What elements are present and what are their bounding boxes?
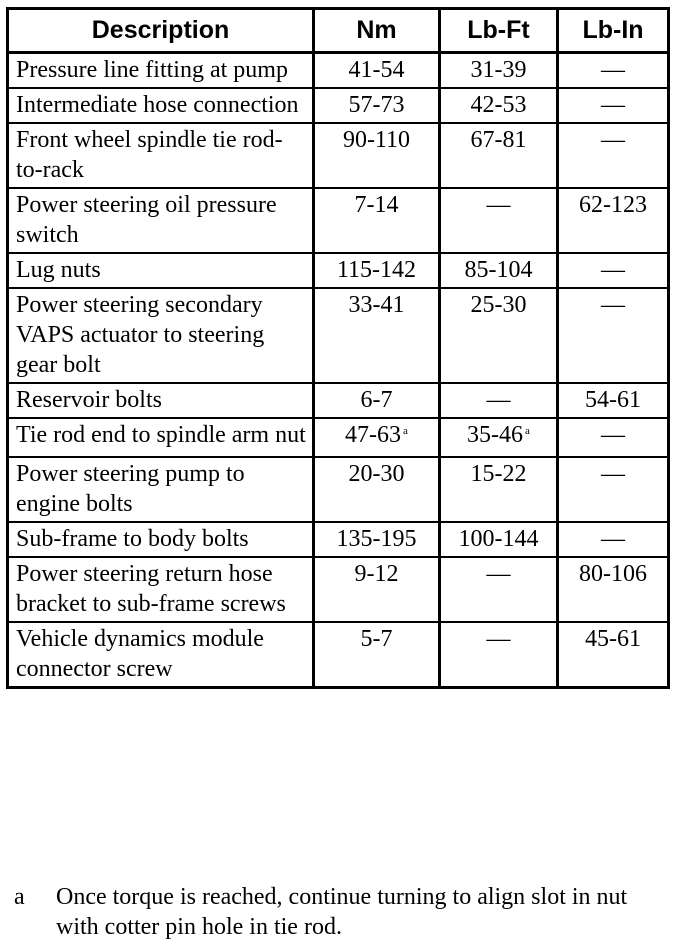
row-description: Tie rod end to spindle arm nut <box>8 418 314 457</box>
table-row <box>8 123 669 188</box>
row-lbin: — <box>558 253 669 288</box>
table-row <box>8 188 669 253</box>
row-lbin: — <box>558 123 669 188</box>
table-header-row <box>8 9 669 53</box>
row-lbft: 100-144 <box>440 522 558 557</box>
row-lbft: — <box>440 383 558 418</box>
row-description: Front wheel spindle tie rod-to-rack <box>8 123 314 188</box>
row-nm: 47-63 <box>345 422 402 448</box>
row-lbin: — <box>558 457 669 522</box>
row-lbft: 31-39 <box>440 53 558 89</box>
row-lbft: 67-81 <box>440 123 558 188</box>
row-nm: 57-73 <box>314 88 440 123</box>
row-lbft: — <box>440 622 558 688</box>
table-row <box>8 457 669 522</box>
row-lbin: — <box>558 288 669 383</box>
row-description: Intermediate hose connection <box>8 88 314 123</box>
table-row <box>8 288 669 383</box>
row-nm: 20-30 <box>314 457 440 522</box>
table-row <box>8 557 669 622</box>
row-nm: 5-7 <box>314 622 440 688</box>
table-row <box>8 383 669 418</box>
footnote <box>14 882 654 942</box>
row-nm: 90-110 <box>314 123 440 188</box>
row-nm: 6-7 <box>314 383 440 418</box>
row-nm-cell <box>314 418 440 457</box>
torque-spec-table <box>6 7 670 689</box>
footnote-ref: a <box>403 425 408 437</box>
row-description: Power steering pump to engine bolts <box>8 457 314 522</box>
row-nm: 41-54 <box>314 53 440 89</box>
row-lbft: 85-104 <box>440 253 558 288</box>
table-row <box>8 88 669 123</box>
row-nm: 7-14 <box>314 188 440 253</box>
header-description: Description <box>8 9 314 53</box>
row-lbft: — <box>440 188 558 253</box>
footnote-ref: a <box>525 425 530 437</box>
row-lbft: 35-46 <box>467 422 524 448</box>
row-lbft: — <box>440 557 558 622</box>
row-description: Vehicle dynamics module connector screw <box>8 622 314 688</box>
row-lbin: — <box>558 522 669 557</box>
row-nm: 115-142 <box>314 253 440 288</box>
table-row <box>8 622 669 688</box>
row-lbin: — <box>558 88 669 123</box>
header-lbin: Lb-In <box>558 9 669 53</box>
header-nm: Nm <box>314 9 440 53</box>
row-nm: 33-41 <box>314 288 440 383</box>
row-nm: 135-195 <box>314 522 440 557</box>
table-row <box>8 522 669 557</box>
footnote-mark: a <box>14 884 25 910</box>
row-lbft: 15-22 <box>440 457 558 522</box>
row-description: Power steering oil pressure switch <box>8 188 314 253</box>
table-row <box>8 418 669 457</box>
row-lbin: 62-123 <box>558 188 669 253</box>
header-lbft: Lb-Ft <box>440 9 558 53</box>
row-lbft: 42-53 <box>440 88 558 123</box>
row-description: Power steering return hose bracket to sub-frame screws <box>8 557 314 622</box>
row-lbin: — <box>558 53 669 89</box>
row-lbft: 25-30 <box>440 288 558 383</box>
row-description: Sub-frame to body bolts <box>8 522 314 557</box>
row-lbin: 54-61 <box>558 383 669 418</box>
row-lbin: 45-61 <box>558 622 669 688</box>
row-description: Pressure line fitting at pump <box>8 53 314 89</box>
row-nm: 9-12 <box>314 557 440 622</box>
table-row <box>8 253 669 288</box>
row-lbin: 80-106 <box>558 557 669 622</box>
row-lbin: — <box>558 418 669 457</box>
row-description: Lug nuts <box>8 253 314 288</box>
row-description: Reservoir bolts <box>8 383 314 418</box>
row-description: Power steering secondary VAPS actuator to steering gear bolt <box>8 288 314 383</box>
footnote-text: Once torque is reached, continue turning to align slot in nut with cotter pin hole in tie rod. <box>56 884 628 940</box>
table-row <box>8 53 669 89</box>
row-lbft-cell <box>440 418 558 457</box>
